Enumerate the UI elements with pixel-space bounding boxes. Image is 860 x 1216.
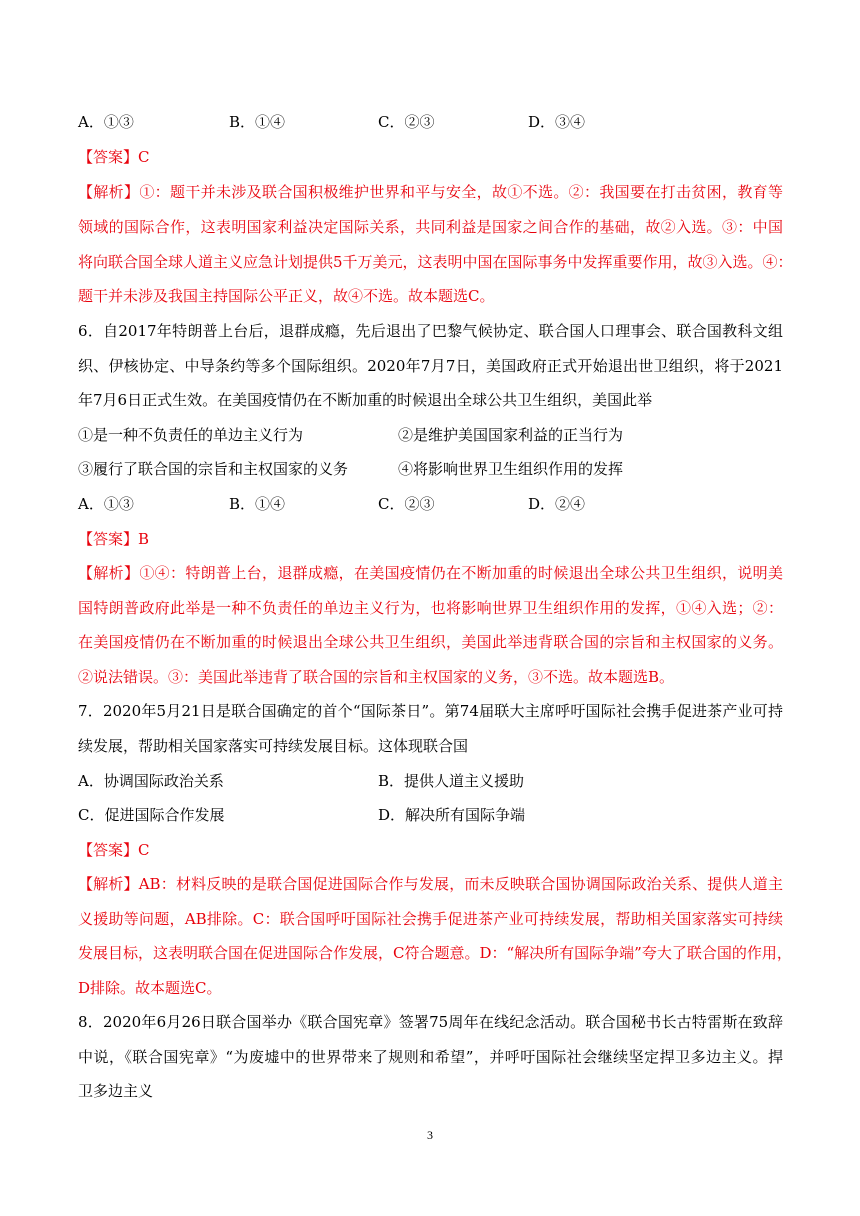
q6-analysis-line: 【解析】①④：特朗普上台，退群成瘾，在美国疫情仍在不断加重的时候退出全球公共卫生组织，说明美 <box>78 564 783 582</box>
q7-stem-line: 续发展，帮助相关国家落实可持续发展目标。这体现联合国 <box>78 737 469 755</box>
q6-item-4: ④将影响世界卫生组织作用的发挥 <box>398 460 624 478</box>
q6-stem-line: 织、伊核协定、中导条约等多个国际组织。2020年7月7日，美国政府正式开始退出世卫组织，将于2021 <box>78 357 783 375</box>
q6-stem-line: 年7月6日正式生效。在美国疫情仍在不断加重的时候退出全球公共卫生组织，美国此举 <box>78 391 653 409</box>
q6-option-a: A．①③ <box>78 495 134 513</box>
q6-option-d: D．②④ <box>528 495 586 513</box>
q6-analysis-line: 国特朗普政府此举是一种不负责任的单边主义行为，也将影响世界卫生组织作用的发挥，①④入选；②： <box>78 599 783 617</box>
q6-option-c: C．②③ <box>378 495 435 513</box>
q7-stem-line: 7．2020年5月21日是联合国确定的首个“国际茶日”。第74届联大主席呼吁国际社会携手促进茶产业可持 <box>78 702 783 720</box>
q5-answer: 【答案】C <box>78 148 150 166</box>
q7-analysis-line: 【解析】AB：材料反映的是联合国促进国际合作与发展，而未反映联合国协调国际政治关系、提供人道主 <box>78 875 783 893</box>
q5-option-c: C．②③ <box>378 113 435 131</box>
q6-option-b: B．①④ <box>229 495 286 513</box>
q6-item-3: ③履行了联合国的宗旨和主权国家的义务 <box>78 460 349 478</box>
q7-answer: 【答案】C <box>78 841 150 859</box>
q7-analysis-line: D排除。故本题选C。 <box>78 979 222 997</box>
q7-option-a: A．协调国际政治关系 <box>78 772 224 790</box>
q7-option-d: D．解决所有国际争端 <box>378 806 526 824</box>
q7-option-b: B．提供人道主义援助 <box>378 772 525 790</box>
q5-analysis-line: 将向联合国全球人道主义应急计划提供5千万美元，这表明中国在国际事务中发挥重要作用，故③入选。④： <box>78 253 793 271</box>
q5-analysis-line: 【解析】①：题干并未涉及联合国积极维护世界和平与安全，故①不选。②：我国要在打击贫困，教育等 <box>78 183 783 201</box>
q7-analysis-line: 义援助等问题，AB排除。C：联合国呼吁国际社会携手促进茶产业可持续发展，帮助相关国家落实可持续 <box>78 910 783 928</box>
q7-analysis-line: 发展目标，这表明联合国在促进国际合作发展，C符合题意。D：“解决所有国际争端”夸大了联合国的作用， <box>78 944 792 962</box>
q8-stem-line: 8．2020年6月26日联合国举办《联合国宪章》签署75周年在线纪念活动。联合国秘书长古特雷斯在致辞 <box>78 1013 783 1031</box>
q5-option-b: B．①④ <box>229 113 286 131</box>
q7-option-c: C．促进国际合作发展 <box>78 806 225 824</box>
q8-stem-line: 中说，《联合国宪章》“为废墟中的世界带来了规则和希望”，并呼吁国际社会继续坚定捍卫多边主义。捍 <box>78 1048 783 1066</box>
q6-analysis-line: 在美国疫情仍在不断加重的时候退出全球公共卫生组织，美国此举违背联合国的宗旨和主权国家的义务。 <box>78 633 783 651</box>
page-number: 3 <box>427 1128 433 1142</box>
q6-item-2: ②是维护美国国家利益的正当行为 <box>398 426 624 444</box>
q6-answer: 【答案】B <box>78 530 150 548</box>
q5-option-a: A．①③ <box>78 113 134 131</box>
q8-stem-line: 卫多边主义 <box>78 1082 154 1100</box>
q5-option-d: D．③④ <box>528 113 586 131</box>
q6-analysis-line: ②说法错误。③：美国此举违背了联合国的宗旨和主权国家的义务，③不选。故本题选B。 <box>78 668 675 686</box>
q6-item-1: ①是一种不负责任的单边主义行为 <box>78 426 304 444</box>
q6-stem-line: 6．自2017年特朗普上台后，退群成瘾，先后退出了巴黎气候协定、联合国人口理事会、联合国教科文组 <box>78 322 783 340</box>
q5-analysis-line: 领域的国际合作，这表明国家利益决定国际关系，共同利益是国家之间合作的基础，故②入选。③：中国 <box>78 218 783 236</box>
q5-analysis-line: 题干并未涉及我国主持国际公平正义，故④不选。故本题选C。 <box>78 287 495 305</box>
